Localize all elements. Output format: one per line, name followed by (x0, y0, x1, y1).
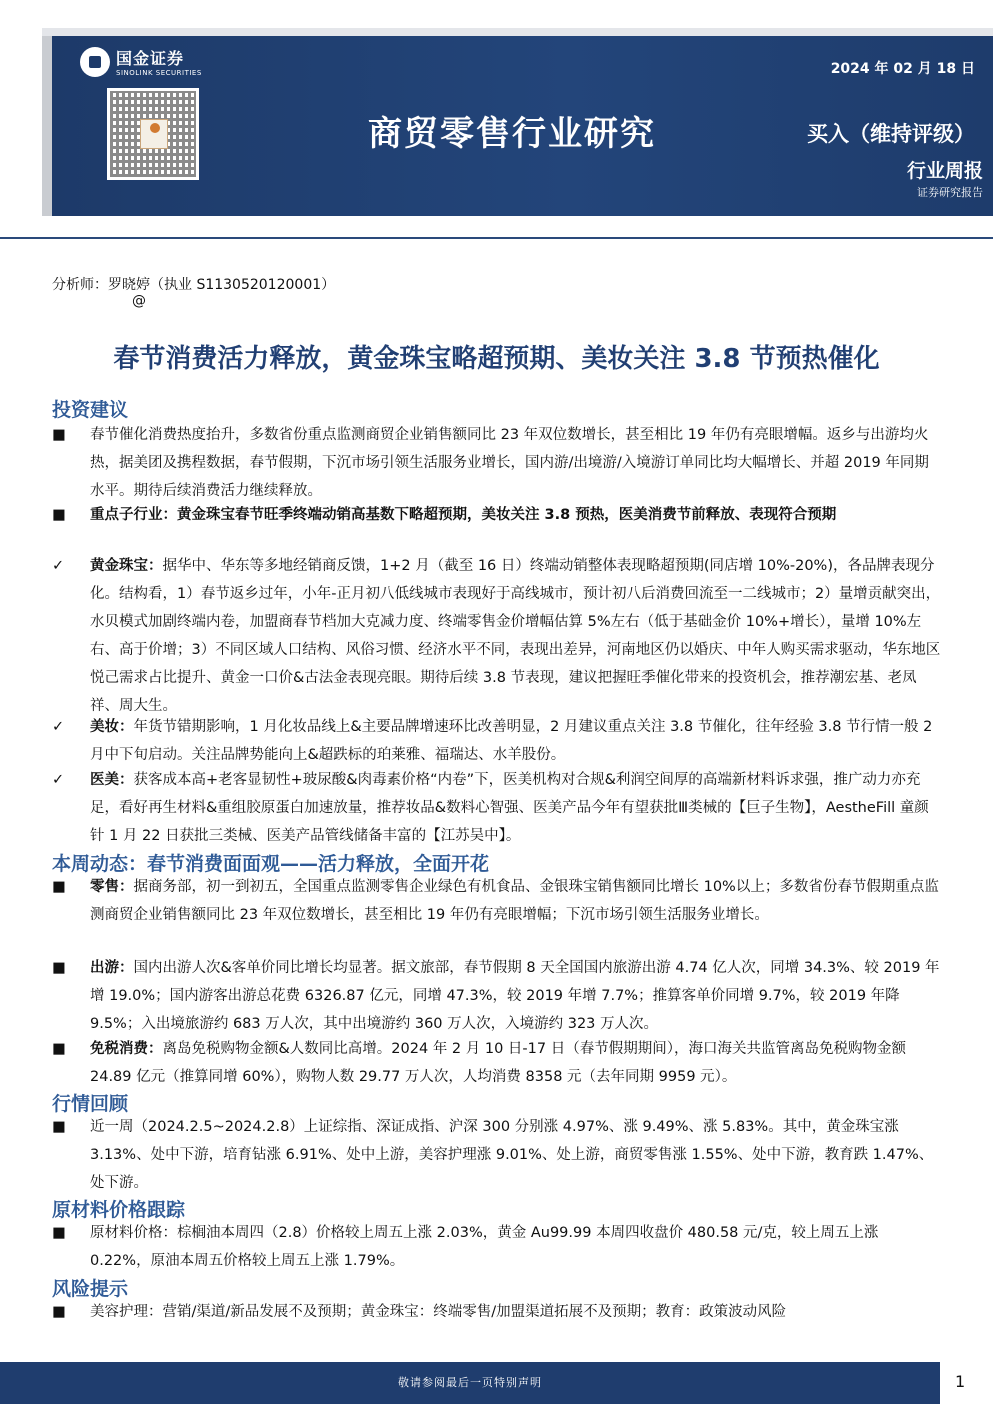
invest-medical (52, 766, 942, 850)
logo-cn: 国金证券 (116, 49, 185, 68)
report-subtype: 证券研究报告 (917, 186, 983, 199)
page-number: 1 (955, 1372, 966, 1391)
square-bullet-icon: ■ (52, 507, 66, 523)
beauty-text: 年货节错期影响，1 月化妆品线上&主要品牌增速环比改善明显，2 月建议重点关注 3.8 节催化，往年经验 3.8 节行情一般 2 月中下旬启动。关注品牌势能向上&超跌标的珀莱雅、福瑞达、水羊股份。 (90, 719, 933, 763)
material-paragraph: ■ 原材料价格：棕榈油本周四（2.8）价格较上周五上涨 2.03%，黄金 Au99.99 本周四收盘价 480.58 元/克，较上周五上涨 0.22%，原油本周五价格较上周五上涨 1.79%。 (52, 1219, 942, 1275)
analyst-line: 分析师：罗晓婷（执业 S1130520120001） (52, 277, 336, 293)
banner-top-strip (42, 28, 993, 36)
company-logo (80, 46, 202, 77)
medical-label: 医美： (90, 772, 134, 788)
analyst-email: @ (132, 293, 146, 309)
logo-icon (80, 47, 110, 77)
weekly-retail (52, 873, 942, 929)
section-heading-market: 行情回顾 (52, 1093, 129, 1115)
weekly-dutyfree (52, 1035, 942, 1091)
retail-text: 据商务部，初一到初五，全国重点监测零售企业绿色有机食品、金银珠宝销售额同比增长 10%以上；多数省份春节假期重点监测商贸企业销售额同比 23 年双位数增长，甚至相比 19 年仍有亮眼增幅；下沉市场引领生活服务业增长。 (90, 879, 939, 923)
main-title: 春节消费活力释放，黄金珠宝略超预期、美妆关注 3.8 节预热催化 (113, 344, 880, 374)
section-heading-risk: 风险提示 (52, 1278, 129, 1300)
square-bullet-icon: ■ (52, 960, 66, 976)
square-bullet-icon: ■ (52, 427, 66, 443)
check-icon: ✓ (52, 719, 65, 735)
risk-paragraph: ■ 美容护理：营销/渠道/新品发展不及预期；黄金珠宝：终端零售/加盟渠道拓展不及预期；教育：政策波动风险 (52, 1298, 942, 1326)
footer-disclaimer: 敬请参阅最后一页特别声明 (0, 1362, 940, 1404)
square-bullet-icon: ■ (52, 1225, 66, 1241)
invest-paragraph-1: ■ 春节催化消费热度抬升，多数省份重点监测商贸企业销售额同比 23 年双位数增长，甚至相比 19 年仍有亮眼增幅。返乡与出游均火热，据美团及携程数据，春节假期，下沉市场引领生活服务业增长，国内游/出境游/入境游订单同比均大幅增长、并超 2019 年同期水平。期待后续消费活力继续释放。 (52, 421, 942, 505)
dutyfree-label: 免税消费： (90, 1041, 163, 1057)
section-heading-invest: 投资建议 (52, 399, 129, 421)
report-date: 2024 年 02 月 18 日 (830, 61, 975, 77)
rating: 买入（维持评级） (807, 122, 975, 146)
invest-paragraph-2: ■ 重点子行业：黄金珠宝春节旺季终端动销高基数下略超预期，美妆关注 3.8 预热，医美消费节前释放、表现符合预期 (52, 501, 942, 529)
header-banner (42, 36, 993, 216)
section-heading-weekly: 本周动态：春节消费面面观——活力释放，全面开花 (52, 853, 490, 875)
square-bullet-icon: ■ (52, 1304, 66, 1320)
logo-en: SINOLINK SECURITIES (116, 69, 202, 77)
gold-text: 据华中、华东等多地经销商反馈，1+2 月（截至 16 日）终端动销整体表现略超预期(同店增 10%-20%)，各品牌表现分化。结构看，1）春节返乡过年，小年-正月初八低线城市表现好于高线城市，预计初八后消费回流至一二线城市；2）量增贡献突出，水贝模式加剧终端内卷，加盟商春节档加大克减力度、终端零售金价增幅估算 5%左右（低于基础金价 10%+增长），量增 10%左右、高于价增；3）不同区域人口结构、风俗习惯、经济水平不同，表现出差异，河南地区仍以婚庆、中年人购买需求驱动，华东地区悦己需求占比提升、黄金一口价&古法金表现亮眼。期待后续 3.8 节表现，建议把握旺季催化带来的投资机会，推荐潮宏基、老凤祥、周大生。 (90, 558, 941, 714)
report-type: 行业周报 (906, 160, 983, 182)
invest-beauty (52, 713, 942, 769)
square-bullet-icon: ■ (52, 1119, 66, 1135)
check-icon: ✓ (52, 558, 65, 574)
qr-logo-icon (140, 119, 168, 149)
travel-text: 国内出游人次&客单价同比增长均显著。据文旅部，春节假期 8 天全国国内旅游出游 4.74 亿人次，同增 34.3%、较 2019 年增 19.0%；国内游客出游总花费 6326.87 亿元，同增 47.3%，较 2019 年增 7.7%；推算客单价同增 9.7%，较 2019 年降 9.5%；入出境旅游约 683 万人次，其中出境游约 360 万人次，入境游约 323 万人次。 (90, 960, 940, 1032)
qr-code-icon (107, 88, 199, 180)
weekly-travel (52, 954, 942, 1038)
report-title: 商贸零售行业研究 (368, 114, 656, 154)
header-divider (0, 237, 993, 239)
market-paragraph: ■ 近一周（2024.2.5~2024.2.8）上证综指、深证成指、沪深 300 分别涨 4.97%、涨 9.49%、涨 5.83%。其中，黄金珠宝涨 3.13%、处中下游，培育钻涨 6.91%、处中上游，美容护理涨 9.01%、处上游，商贸零售涨 1.55%、处中下游，教育跌 1.47%、处下游。 (52, 1113, 942, 1197)
travel-label: 出游： (90, 960, 134, 976)
invest-gold (52, 552, 942, 720)
square-bullet-icon: ■ (52, 879, 66, 895)
dutyfree-text: 离岛免税购物金额&人数同比高增。2024 年 2 月 10 日-17 日（春节假期期间），海口海关共监管离岛免税购物金额 24.89 亿元（推算同增 60%），购物人数 29.77 万人次，人均消费 8358 元（去年同期 9959 元）。 (90, 1041, 906, 1085)
check-icon: ✓ (52, 772, 65, 788)
medical-text: 获客成本高+老客显韧性+玻尿酸&肉毒素价格“内卷”下，医美机构对合规&利润空间厚的高端新材料诉求强，推广动力亦充足，看好再生材料&重组胶原蛋白加速放量，推荐妆品&数料心智强、医美产品今年有望获批Ⅲ类械的【巨子生物】，AestheFill 童颜针 1 月 22 日获批三类械、医美产品管线储备丰富的【江苏吴中】。 (90, 772, 929, 844)
gold-label: 黄金珠宝： (90, 558, 163, 574)
section-heading-material: 原材料价格跟踪 (52, 1199, 186, 1221)
retail-label: 零售： (90, 879, 134, 895)
square-bullet-icon: ■ (52, 1041, 66, 1057)
beauty-label: 美妆： (90, 719, 134, 735)
